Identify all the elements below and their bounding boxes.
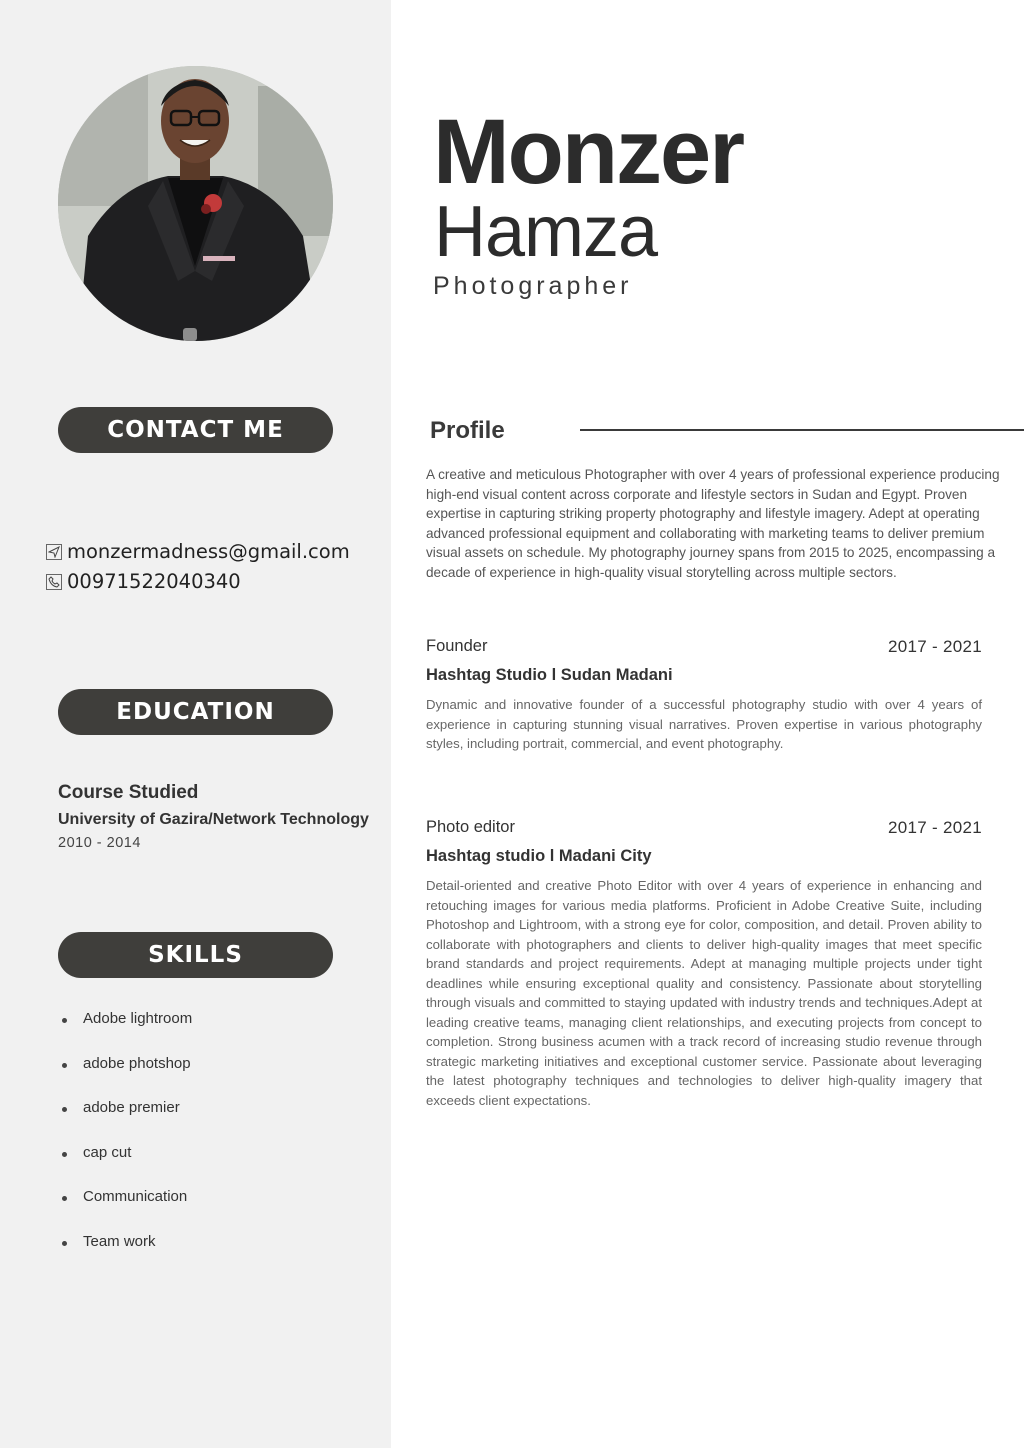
job-description: Detail-oriented and creative Photo Editor with over 4 years of experience in enhancing and retouching images for various media platforms. Proficient in Adobe Creative Suite, including Photoshop and Lightroom, with a strong eye for color, composition, and detail. Proven ability to collaborate with photographers and clients to deliver high-quality images that meet specific brand standards and project requirements. Adept at managing multiple projects under tight deadlines while ensuring exceptional quality and consistency. Passionate about storytelling through visuals and committed to staying updated with industry trends and techniques.Adept at leading creative teams, managing client relationships, and executing projects from concept to completion. Strong business acumen with a track record of increasing studio revenue through strategic marketing initiatives and exceptional customer service. Passionate about leveraging the latest photography techniques and technologies to deliver high-quality imagery that exceeds client expectations. xyxy=(426,878,982,1108)
phone-icon xyxy=(46,574,62,590)
job-company: Hashtag studio l Madani City xyxy=(426,847,652,865)
email-text[interactable]: monzermadness@gmail.com xyxy=(67,540,350,563)
skill-item: Communication xyxy=(62,1188,192,1233)
job-company: Hashtag Studio l Sudan Madani xyxy=(426,666,673,684)
last-name: Hamza xyxy=(434,192,658,272)
job-title: Founder xyxy=(426,637,488,655)
profile-divider xyxy=(580,429,1024,431)
phone-line[interactable] xyxy=(46,570,241,593)
skill-item: Team work xyxy=(62,1233,192,1278)
bullet-icon xyxy=(62,1152,67,1157)
contact-heading: CONTACT ME xyxy=(58,407,333,453)
education-course: Course Studied xyxy=(58,782,199,803)
job-dates: 2017 - 2021 xyxy=(887,637,982,656)
job-title: Photo editor xyxy=(426,818,515,836)
job-dates: 2017 - 2021 xyxy=(887,818,982,837)
skill-item: cap cut xyxy=(62,1144,192,1189)
skills-list xyxy=(62,1010,192,1278)
bullet-icon xyxy=(62,1107,67,1112)
profile-photo xyxy=(58,66,333,341)
skill-item: adobe premier xyxy=(62,1099,192,1144)
skills-heading: SKILLS xyxy=(58,932,333,978)
skill-item: adobe photshop xyxy=(62,1055,192,1100)
profile-summary: A creative and meticulous Photographer with over 4 years of professional experience producing high-end visual content across corporate and lifestyle sectors in Sudan and Egypt. Proven expertise in capturing striking property photography and lifestyle imagery. Adept at operating advanced professional equipment and collaborating with marketing teams to deliver premium visual assets on schedule. My photography journey spans from 2015 to 2025, encompassing a decade of experience in high-quality visual storytelling across multiple sectors. xyxy=(426,467,1000,580)
bullet-icon xyxy=(62,1063,67,1068)
send-icon xyxy=(46,544,62,560)
bullet-icon xyxy=(62,1241,67,1246)
job-role: Photographer xyxy=(433,272,633,300)
job-description: Dynamic and innovative founder of a successful photography studio with over 4 years of experience in capturing stunning visual narratives. Proven expertise in various photography styles, including portrait, commercial, and event photography. xyxy=(426,697,982,751)
education-heading: EDUCATION xyxy=(58,689,333,735)
bullet-icon xyxy=(62,1018,67,1023)
education-university: University of Gazira/Network Technology xyxy=(58,811,369,828)
portrait-illustration xyxy=(58,66,333,341)
education-years: 2010 - 2014 xyxy=(58,835,141,851)
first-name: Monzer xyxy=(433,101,743,203)
bullet-icon xyxy=(62,1196,67,1201)
phone-text[interactable]: 00971522040340 xyxy=(67,570,241,593)
email-line[interactable] xyxy=(46,540,350,563)
skill-item: Adobe lightroom xyxy=(62,1010,192,1055)
profile-heading: Profile xyxy=(430,417,505,444)
